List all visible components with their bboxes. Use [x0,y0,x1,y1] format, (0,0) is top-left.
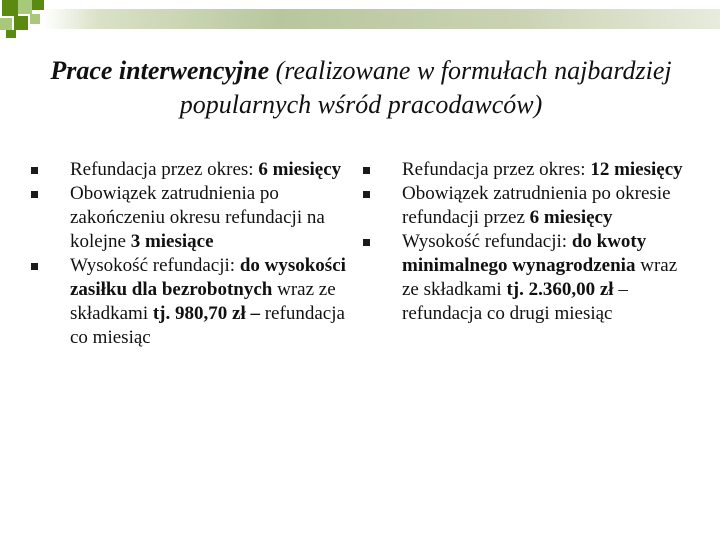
left-list-item [24,254,346,350]
item-text-part: tj. 980,70 zł – [152,303,260,324]
square-bullet-icon [363,239,370,246]
left-column-list [24,158,346,350]
item-text-part: Refundacja przez okres: [402,159,591,180]
right-column-list [356,158,696,326]
item-text-part: 12 miesięcy [590,159,683,180]
item-text-part: Obowiązek zatrudnienia po okresie refundacji przez [402,183,671,228]
decor-square [30,14,40,24]
square-bullet-icon [363,191,370,198]
item-text-part: – refundacja co drugi miesiąc [402,279,628,324]
left-list-item [24,182,346,254]
item-text-part: 6 miesięcy [529,207,613,228]
right-list-item [356,158,696,182]
decor-square [2,0,18,16]
decor-square [18,0,32,14]
left-list-item [24,158,346,182]
item-text-part: refundacja co miesiąc [70,303,345,348]
header-gradient-bar [44,9,720,29]
item-text-part: do wysokości zasiłku dla bezrobotnych [70,255,346,300]
item-text-part: do kwoty minimalnego wynagrodzenia [402,231,647,276]
item-text-part: 3 miesiące [130,231,214,252]
title-main: Prace interwencyjne [50,56,270,85]
item-text-part: wraz ze składkami [70,279,336,324]
decor-square [32,0,44,10]
item-text-part: tj. 2.360,00 zł [506,279,614,300]
square-bullet-icon [31,263,38,270]
item-text-part: Wysokość refundacji: [70,255,240,276]
item-text-part: Refundacja przez okres: [70,159,259,180]
decor-square [14,16,28,30]
square-bullet-icon [363,167,370,174]
right-list-item [356,182,696,230]
slide-title [30,54,692,122]
square-bullet-icon [31,167,38,174]
item-text-part: Obowiązek zatrudnienia po zakończeniu okresu refundacji na kolejne [70,183,325,252]
right-list-item [356,230,696,326]
title-subtitle: (realizowane w formułach najbardziej popularnych wśród pracodawców) [179,56,672,119]
item-text-part: 6 miesięcy [258,159,342,180]
square-bullet-icon [31,191,38,198]
decor-square [0,18,12,30]
item-text-part: wraz ze składkami [402,255,678,300]
item-text-part: Wysokość refundacji: [402,231,572,252]
header-decoration [0,0,720,40]
decor-square [6,30,16,38]
